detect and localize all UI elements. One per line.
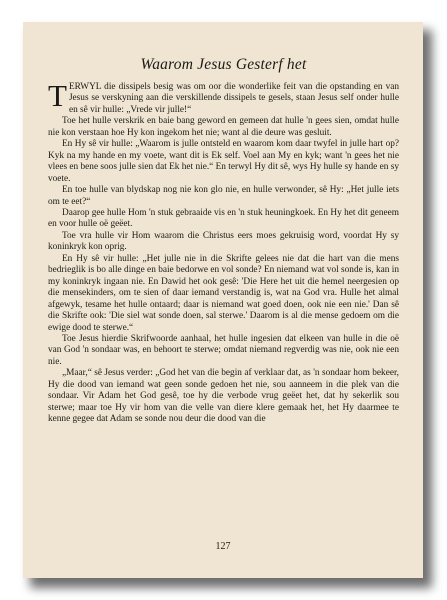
paragraph-5: Daarop gee hulle Hom 'n stuk gebraaide vis en 'n stuk heuningkoek. En Hy het dit geneem en voor hulle oë geëet. bbox=[48, 207, 399, 230]
paragraph-9: „Maar,“ sê Jesus verder: „God het van die begin af verklaar dat, as 'n sondaar hom bekeer, Hy die dood van iemand wat geen sonde gedoen het nie, sou aanneem in die plek van die sondaar. Vir Adam het God gesê, toe hy die verbode vrug geëet het, dat hy sekerlik sou sterwe; maar toe Hy vir hom van die velle van diere klere gemaak het, het Hy daarmee te kenne gegee dat Adam se sonde nou deur die dood van die bbox=[48, 368, 399, 425]
drop-cap: T bbox=[48, 78, 67, 113]
paragraph-text: ERWYL die dissipels besig was om oor die wonderlike feit van die opstanding en van Jesus se verskyning aan die verskillende dissipels te gesels, staan Jesus self onder hulle en sê vir hulle: „Vrede vir julle!“ bbox=[68, 82, 399, 115]
paragraph-2: Toe het hulle verskrik en baie bang geword en gemeen dat hulle 'n gees sien, omdat hulle nie kon verstaan hoe Hy kon ingekom het nie; want al die deure was gesluit. bbox=[48, 116, 399, 138]
paragraph-4: En toe hulle van blydskap nog nie kon glo nie, en hulle verwonder, sê Hy: „Het julle iets om te eet?“ bbox=[48, 185, 399, 207]
paragraph-3: En Hy sê vir hulle: „Waarom is julle ontsteld en waarom kom daar twyfel in julle hart op? Kyk na my hande en my voete, want dit is Ek self. Voel aan My en kyk; want 'n gees het nie vlees en bene soos julle sien dat Ek het nie.“ En terwyl Hy dit sê, wys Hy hulle sy hande en sy voete. bbox=[48, 139, 399, 184]
paragraph-6: Toe vra hulle vir Hom waarom die Christus eers moes gekruisig word, voordat Hy sy koninkryk kon oprig. bbox=[48, 230, 399, 253]
chapter-title: Waarom Jesus Gesterf het bbox=[140, 56, 307, 73]
paragraph-7: En Hy sê vir hulle: „Het julle nie in die Skrifte gelees nie dat die hart van die mens bedrieglik is bo alle dinge en baie bedorwe en vol sonde? En niemand wat vol sonde is, kan in my koninkryk ingaan nie. En Dawid het ook gesê: 'Die Here het uit die hemel neergesien op die mensekinders, om te sien of daar iemand verstandig is, wat na God vra. Hulle het almal afgewyk, tesame het hulle ontaard; daar is niemand wat goed doen, ook nie een nie.' Dan sê die Skrifte ook: 'Die siel wat sonde doen, sal sterwe.' Daarom is al die mense gedoem om die ewige dood te sterwe.“ bbox=[48, 253, 399, 333]
paragraph-1 bbox=[48, 78, 399, 116]
book-page bbox=[23, 22, 423, 578]
paragraph-8: Toe Jesus hierdie Skrifwoorde aanhaal, het hulle ingesien dat elkeen van hulle in die oë van God 'n sondaar was, en behoort te sterwe; omdat niemand regverdig was nie, ook nie een nie. bbox=[48, 333, 399, 367]
page-body bbox=[48, 78, 399, 426]
page-number: 127 bbox=[215, 541, 231, 552]
